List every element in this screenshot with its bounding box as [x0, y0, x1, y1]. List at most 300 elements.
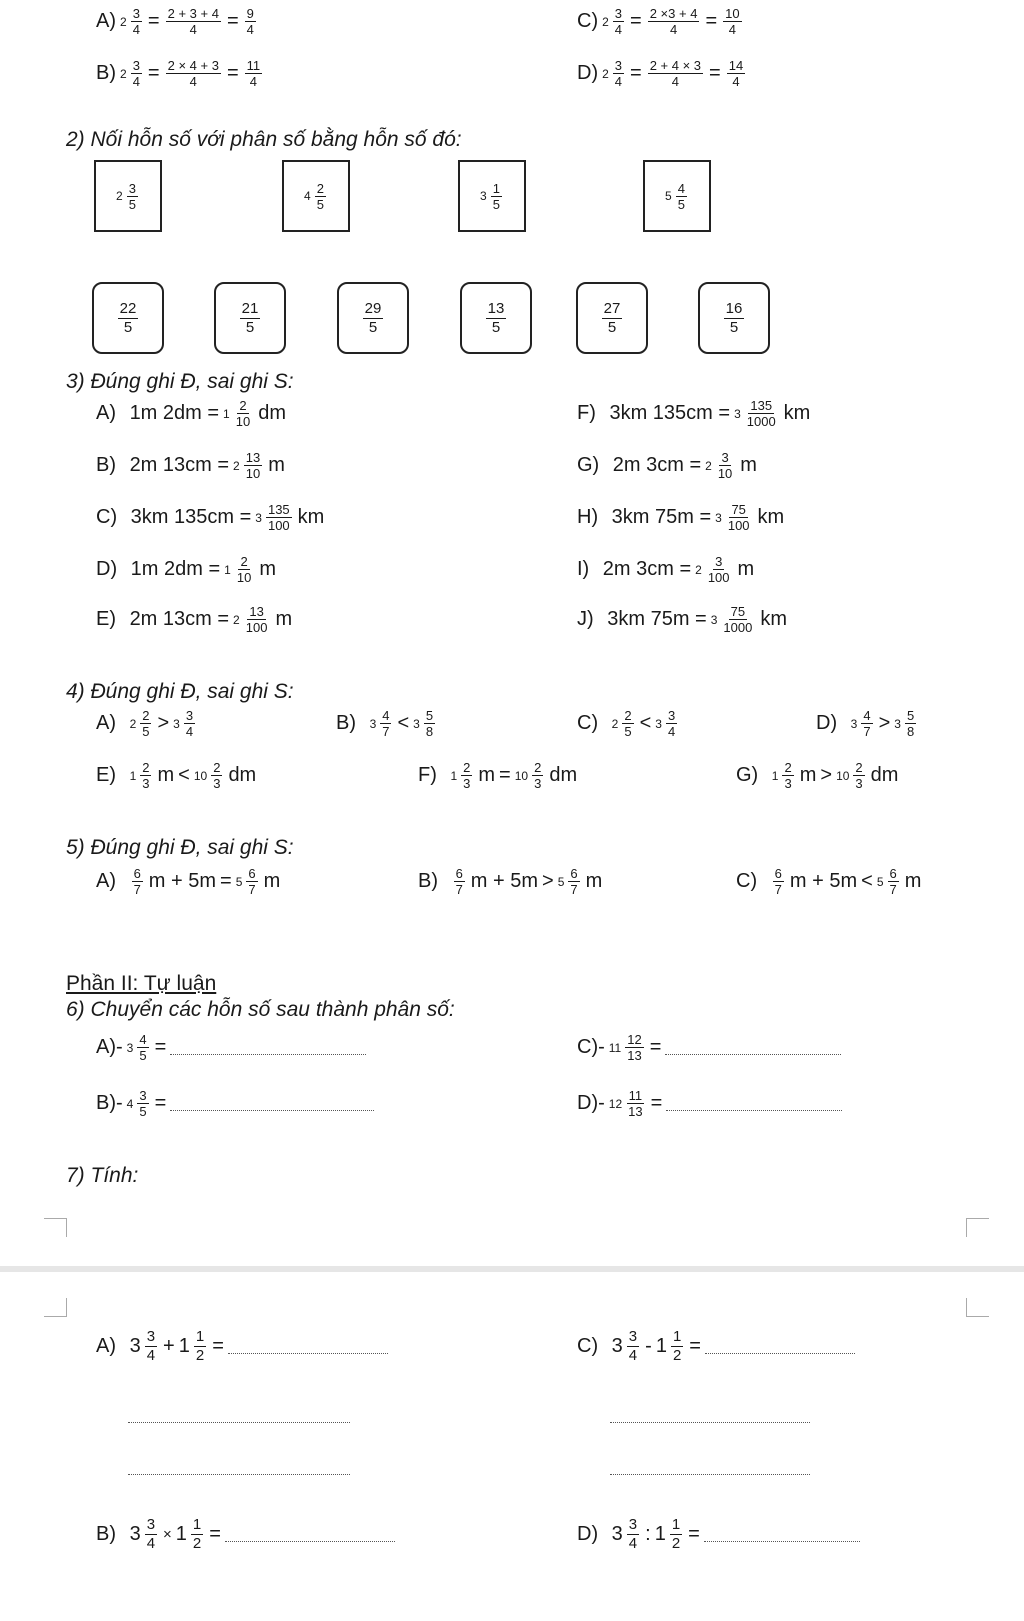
- math-text: m: [259, 558, 276, 580]
- page-corner-mark: [966, 1298, 989, 1317]
- q6-title: 6) Chuyển các hỗn số sau thành phân số:: [66, 998, 455, 1021]
- denominator: 5: [368, 318, 378, 336]
- numerator: 2 + 3 + 4: [167, 6, 219, 21]
- q7-item-c: [577, 1328, 855, 1365]
- mixed-number: [480, 181, 504, 212]
- numerator: 27: [603, 299, 621, 317]
- denominator: 7: [455, 882, 463, 897]
- fraction: [118, 300, 139, 337]
- denominator: 5: [316, 196, 324, 212]
- numerator: 11: [628, 1088, 643, 1103]
- whole-part: 3: [413, 716, 420, 731]
- working-line[interactable]: [128, 1408, 350, 1423]
- numerator: 1: [492, 180, 500, 196]
- mixed-number: [612, 708, 636, 739]
- numerator: 2: [239, 398, 247, 413]
- mixed-number: [194, 760, 225, 791]
- math-text: dm: [258, 402, 286, 424]
- whole-part: 3: [480, 189, 487, 203]
- fraction: [568, 866, 579, 897]
- mixed-number: [233, 450, 264, 481]
- q4-item-e: [96, 760, 256, 791]
- numerator: 3: [715, 554, 723, 569]
- q4-title: 4) Đúng ghi Đ, sai ghi S:: [66, 680, 294, 703]
- fraction: [166, 6, 221, 37]
- whole-part: 3: [710, 612, 718, 627]
- math-text: 1m 2dm =: [129, 402, 220, 424]
- whole-part: 5: [557, 874, 565, 889]
- denominator: 7: [382, 724, 390, 739]
- numerator: 1: [195, 1328, 205, 1345]
- q7-title: 7) Tính:: [66, 1164, 139, 1187]
- q2-fraction-box[interactable]: [576, 282, 648, 354]
- option-label: C): [577, 10, 599, 32]
- option-label: G): [736, 764, 759, 786]
- mixed-number: [836, 760, 867, 791]
- denominator: 1000: [746, 414, 776, 429]
- numerator: 13: [245, 450, 261, 465]
- working-line[interactable]: [610, 1408, 810, 1423]
- fraction: [648, 58, 703, 89]
- denominator: 7: [570, 882, 578, 897]
- fraction: [727, 58, 745, 89]
- answer-blank[interactable]: [225, 1527, 395, 1542]
- mixed-number: [127, 1032, 151, 1063]
- q2-mixed-box[interactable]: [94, 160, 162, 232]
- numerator: 2 × 4 + 3: [167, 58, 219, 73]
- whole-part: 1: [654, 1523, 666, 1545]
- numerator: 2: [463, 760, 471, 775]
- math-text: m: [263, 870, 281, 892]
- fraction: [166, 58, 221, 89]
- denominator: 8: [425, 724, 434, 739]
- q2-fraction-box[interactable]: [337, 282, 409, 354]
- denominator: 100: [707, 570, 730, 585]
- numerator: 3: [139, 1088, 147, 1103]
- fraction: [721, 604, 754, 635]
- math-text: m: [904, 870, 922, 892]
- fraction: [127, 181, 138, 212]
- numerator: 1: [672, 1328, 682, 1345]
- denominator: 2: [672, 1347, 682, 1364]
- mixed-number: [223, 398, 254, 429]
- math-text: m + 5m: [148, 870, 217, 892]
- mixed-number: [715, 502, 753, 533]
- q2-fraction-box[interactable]: [92, 282, 164, 354]
- math-text: =: [689, 1335, 701, 1357]
- denominator: 10: [236, 570, 252, 585]
- fraction: [861, 708, 872, 739]
- working-line[interactable]: [610, 1460, 810, 1475]
- fraction: [424, 708, 435, 739]
- mixed-number: [656, 1328, 685, 1365]
- denominator: 4: [671, 74, 679, 89]
- whole-part: 1: [175, 1523, 187, 1545]
- math-text: =: [147, 62, 160, 84]
- fraction: [184, 708, 195, 739]
- fraction: [724, 300, 745, 337]
- fraction: [131, 6, 142, 37]
- answer-blank[interactable]: [665, 1040, 841, 1055]
- math-text: =: [709, 62, 721, 84]
- math-text: dm: [870, 764, 899, 786]
- numerator: 3: [185, 708, 194, 723]
- mixed-number: [120, 6, 144, 37]
- math-text: km: [297, 506, 325, 528]
- math-text: km: [783, 402, 811, 424]
- math-text: +: [163, 1335, 175, 1357]
- whole-part: 3: [369, 716, 377, 731]
- denominator: 5: [123, 318, 133, 336]
- mixed-number: [695, 554, 733, 585]
- q6-item-c: [577, 1032, 841, 1063]
- numerator: 6: [570, 866, 578, 881]
- math-text: >: [820, 764, 833, 786]
- option-label: D): [96, 558, 118, 580]
- denominator: 10: [717, 466, 733, 481]
- denominator: 4: [185, 724, 194, 739]
- denominator: 7: [863, 724, 871, 739]
- mixed-number: [655, 1516, 684, 1553]
- fraction: [194, 1328, 206, 1365]
- whole-part: 3: [715, 510, 722, 525]
- numerator: 12: [627, 1032, 642, 1047]
- numerator: 3: [614, 6, 623, 21]
- numerator: 2 ×3 + 4: [649, 6, 698, 21]
- fraction: [245, 58, 263, 89]
- numerator: 1: [192, 1516, 202, 1533]
- q3-item-d: [96, 554, 276, 585]
- fraction: [363, 300, 384, 337]
- fraction: [211, 760, 222, 791]
- option-label: F): [577, 402, 596, 424]
- whole-part: 5: [235, 874, 243, 889]
- math-text: =: [209, 1523, 221, 1545]
- answer-blank[interactable]: [228, 1339, 388, 1354]
- fraction: [132, 866, 143, 897]
- mixed-number: [612, 1328, 641, 1365]
- whole-part: 3: [894, 716, 901, 731]
- whole-part: 2: [233, 612, 240, 627]
- option-label: C): [577, 1335, 599, 1357]
- answer-blank[interactable]: [170, 1040, 366, 1055]
- denominator: 4: [628, 1347, 638, 1364]
- math-text: <: [861, 870, 873, 892]
- option-label: C): [577, 712, 599, 734]
- whole-part: 1: [655, 1335, 667, 1357]
- math-text: 2m 3cm =: [612, 454, 702, 476]
- fraction: [246, 866, 257, 897]
- math-text: km: [760, 608, 787, 630]
- mixed-number: [224, 554, 255, 585]
- whole-part: 2: [611, 716, 619, 731]
- numerator: 3: [146, 1328, 156, 1345]
- math-text: =: [226, 62, 239, 84]
- option-label: D): [577, 62, 599, 84]
- q2-fraction-box[interactable]: [698, 282, 770, 354]
- whole-part: 3: [129, 1523, 141, 1545]
- numerator: 3: [128, 180, 136, 196]
- whole-part: 1: [224, 562, 231, 577]
- fraction: [240, 300, 261, 337]
- option-label: B): [336, 712, 356, 734]
- whole-part: 5: [876, 874, 884, 889]
- fraction: [145, 1328, 157, 1365]
- fraction: [137, 1088, 148, 1119]
- whole-part: 4: [304, 189, 311, 203]
- working-line[interactable]: [128, 1460, 350, 1475]
- whole-part: 3: [126, 1040, 134, 1055]
- math-text: <: [178, 764, 190, 786]
- denominator: 5: [677, 196, 685, 212]
- mixed-number: [413, 708, 437, 739]
- numerator: 6: [774, 866, 782, 881]
- q4-item-g: [736, 760, 898, 791]
- numerator: 22: [119, 299, 137, 317]
- denominator: 8: [906, 724, 915, 739]
- fraction: [676, 181, 687, 212]
- numerator: 135: [750, 398, 773, 413]
- page-corner-mark: [44, 1218, 67, 1237]
- fraction: [782, 760, 793, 791]
- numerator: 4: [863, 708, 871, 723]
- mixed-number: [609, 1032, 646, 1063]
- whole-part: 2: [705, 458, 712, 473]
- q4-item-b: [336, 708, 437, 739]
- denominator: 4: [614, 22, 623, 37]
- option-label: B): [96, 62, 116, 84]
- mixed-number: [705, 450, 736, 481]
- math-text: m + 5m: [789, 870, 858, 892]
- fraction: [627, 1516, 639, 1553]
- fraction: [726, 502, 752, 533]
- fraction: [666, 708, 677, 739]
- option-label: H): [577, 506, 599, 528]
- q1-option-d: [577, 58, 747, 89]
- q7-item-a: [96, 1328, 388, 1365]
- math-text: 2m 13cm =: [129, 454, 230, 476]
- numerator: 2: [534, 760, 542, 775]
- whole-part: 5: [665, 189, 672, 203]
- denominator: 2: [192, 1535, 202, 1552]
- numerator: 6: [889, 866, 897, 881]
- q3-item-e: [96, 604, 292, 635]
- numerator: 3: [721, 450, 729, 465]
- fraction: [723, 6, 741, 37]
- option-label: A): [96, 712, 116, 734]
- mixed-number: [851, 708, 875, 739]
- fraction: [602, 300, 623, 337]
- mixed-number: [120, 58, 144, 89]
- fraction: [145, 1516, 157, 1553]
- denominator: 13: [628, 1104, 643, 1119]
- option-label: J): [577, 608, 594, 630]
- denominator: 4: [628, 1535, 638, 1552]
- mixed-number: [173, 708, 197, 739]
- math-text: =: [212, 1335, 224, 1357]
- whole-part: 1: [771, 768, 779, 783]
- whole-part: 1: [129, 768, 137, 783]
- q2-mixed-box[interactable]: [282, 160, 350, 232]
- denominator: 7: [889, 882, 897, 897]
- mixed-number: [304, 181, 328, 212]
- math-text: m + 5m: [470, 870, 539, 892]
- q6-item-a: [96, 1032, 366, 1063]
- math-text: 3km 75m =: [607, 608, 707, 630]
- mixed-number: [602, 58, 626, 89]
- numerator: 10: [725, 6, 740, 21]
- option-label: B): [418, 870, 438, 892]
- denominator: 4: [728, 22, 736, 37]
- mixed-number: [179, 1328, 208, 1365]
- whole-part: 1: [178, 1335, 190, 1357]
- numerator: 14: [728, 58, 744, 73]
- answer-blank[interactable]: [666, 1096, 842, 1111]
- denominator: 3: [855, 776, 863, 791]
- fraction: [853, 760, 864, 791]
- math-text: =: [147, 10, 160, 32]
- math-text: >: [157, 712, 170, 734]
- math-text: =: [630, 10, 642, 32]
- option-label: A): [96, 10, 116, 32]
- mixed-number: [558, 866, 582, 897]
- fraction: [670, 1516, 682, 1553]
- mixed-number: [176, 1516, 205, 1553]
- numerator: 2: [316, 180, 324, 196]
- fraction: [622, 708, 633, 739]
- mixed-number: [236, 866, 260, 897]
- fraction: [532, 760, 543, 791]
- whole-part: 2: [120, 14, 127, 29]
- q1-option-c: [577, 6, 744, 37]
- option-label: B): [96, 454, 116, 476]
- q3-item-a: [96, 398, 286, 429]
- q2-mixed-box[interactable]: [458, 160, 526, 232]
- math-text: <: [639, 712, 652, 734]
- numerator: 4: [677, 180, 685, 196]
- option-label: D): [577, 1523, 599, 1545]
- option-label: B)-: [96, 1092, 123, 1114]
- math-text: =: [226, 10, 239, 32]
- denominator: 5: [492, 196, 500, 212]
- whole-part: 3: [850, 716, 858, 731]
- fraction: [745, 398, 778, 429]
- mixed-number: [655, 708, 679, 739]
- whole-part: 3: [173, 716, 180, 731]
- numerator: 75: [730, 604, 746, 619]
- numerator: 2: [784, 760, 792, 775]
- answer-blank[interactable]: [170, 1096, 374, 1111]
- numerator: 3: [146, 1516, 156, 1533]
- math-text: m: [799, 764, 817, 786]
- q2-fraction-box[interactable]: [214, 282, 286, 354]
- mixed-number: [255, 502, 293, 533]
- q3-item-j: [577, 604, 787, 635]
- q3-item-g: [577, 450, 757, 481]
- option-label: C): [96, 506, 118, 528]
- mixed-number: [665, 181, 689, 212]
- denominator: 4: [249, 74, 257, 89]
- math-text: >: [542, 870, 554, 892]
- math-text: =: [630, 62, 642, 84]
- denominator: 3: [534, 776, 542, 791]
- denominator: 5: [139, 1048, 147, 1063]
- denominator: 2: [671, 1535, 681, 1552]
- math-text: m: [737, 558, 755, 580]
- whole-part: 3: [129, 1335, 141, 1357]
- q2-mixed-box[interactable]: [643, 160, 711, 232]
- denominator: 4: [189, 74, 197, 89]
- numerator: 3: [132, 58, 140, 73]
- fraction: [235, 554, 253, 585]
- math-text: =: [705, 10, 718, 32]
- denominator: 1000: [723, 620, 753, 635]
- math-text: dm: [549, 764, 578, 786]
- fraction: [613, 58, 624, 89]
- q3-item-h: [577, 502, 784, 533]
- math-text: m: [275, 608, 293, 630]
- fraction: [454, 866, 465, 897]
- numerator: 2: [142, 760, 150, 775]
- fraction: [315, 181, 326, 212]
- math-text: -: [645, 1335, 652, 1357]
- fraction: [461, 760, 472, 791]
- denominator: 2: [195, 1347, 205, 1364]
- denominator: 3: [213, 776, 221, 791]
- q5-item-b: [418, 866, 602, 897]
- q5-item-a: [96, 866, 280, 897]
- whole-part: 11: [608, 1040, 622, 1055]
- numerator: 2: [142, 708, 150, 723]
- part2-heading: Phần II: Tự luận: [66, 972, 217, 995]
- math-text: m: [157, 764, 175, 786]
- math-text: :: [645, 1523, 651, 1545]
- numerator: 2: [240, 554, 248, 569]
- denominator: 4: [246, 22, 254, 37]
- option-label: G): [577, 454, 600, 476]
- mixed-number: [877, 866, 901, 897]
- denominator: 4: [732, 74, 740, 89]
- denominator: 5: [729, 318, 739, 336]
- whole-part: 3: [734, 406, 741, 421]
- math-text: 2m 13cm =: [129, 608, 230, 630]
- fraction: [706, 554, 732, 585]
- option-label: E): [96, 764, 116, 786]
- mixed-number: [116, 181, 140, 212]
- mixed-number: [515, 760, 546, 791]
- answer-blank[interactable]: [705, 1339, 855, 1354]
- numerator: 3: [132, 6, 140, 21]
- q3-item-c: [96, 502, 324, 533]
- q2-fraction-box[interactable]: [460, 282, 532, 354]
- math-text: =: [154, 1036, 167, 1058]
- math-text: m: [740, 454, 757, 476]
- numerator: 3: [667, 708, 676, 723]
- fraction: [245, 6, 256, 37]
- whole-part: 2: [233, 458, 240, 473]
- mixed-number: [130, 708, 154, 739]
- denominator: 10: [245, 466, 261, 481]
- whole-part: 10: [514, 768, 529, 783]
- option-label: D): [816, 712, 838, 734]
- fraction: [626, 1088, 644, 1119]
- math-text: 1m 2dm =: [130, 558, 221, 580]
- answer-blank[interactable]: [704, 1527, 860, 1542]
- numerator: 16: [725, 299, 743, 317]
- mixed-number: [612, 1516, 641, 1553]
- option-label: E): [96, 608, 116, 630]
- mixed-number: [130, 1328, 159, 1365]
